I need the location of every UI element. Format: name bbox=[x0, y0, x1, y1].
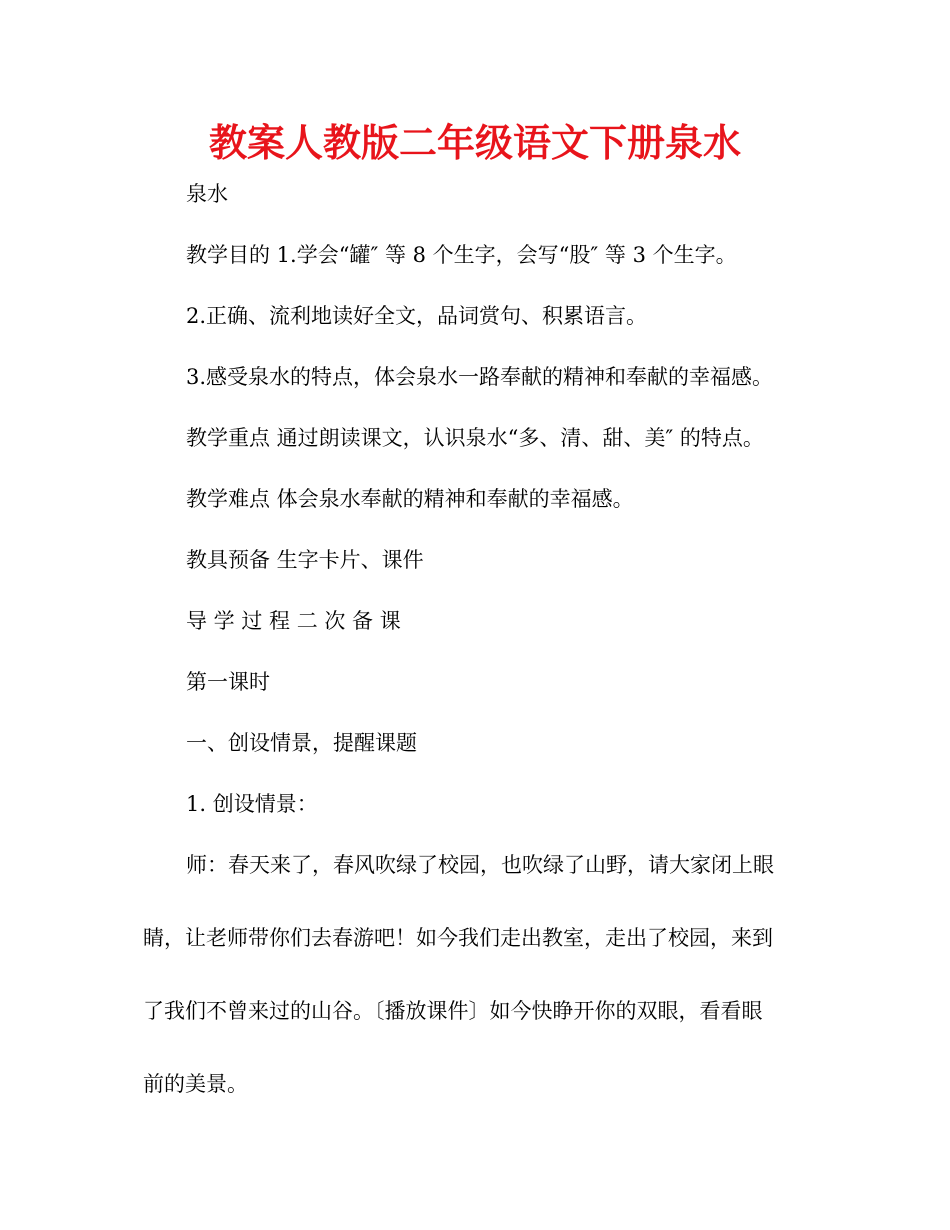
paragraph-line-3: 了我们不曾来过的山谷。〔播放课件〕如今快睁开你的双眼，看看眼 bbox=[143, 999, 763, 1023]
paragraph-line-1: 师：春天来了，春风吹绿了校园，也吹绿了山野，请大家闭上眼 bbox=[186, 853, 774, 877]
text-line-process-header: 导 学 过 程 二 次 备 课 bbox=[186, 609, 401, 633]
text-line-objectives: 教学目的 1.学会“罐″ 等 8 个生字，会写“股″ 等 3 个生字。 bbox=[186, 243, 737, 267]
text-line-objective-3: 3.感受泉水的特点，体会泉水一路奉献的精神和奉献的幸福感。 bbox=[186, 365, 774, 389]
text-line-objective-2: 2.正确、流利地读好全文，品词赏句、积累语言。 bbox=[186, 304, 648, 328]
text-line-step-one: 一、创设情景，提醒课题 bbox=[186, 731, 417, 755]
paragraph-line-2: 睛，让老师带你们去春游吧！如今我们走出教室，走出了校园，来到 bbox=[143, 926, 773, 950]
text-line-section-heading: 泉水 bbox=[186, 182, 228, 206]
document-title: 教案人教版二年级语文下册泉水 bbox=[208, 121, 741, 165]
text-line-difficulties: 教学难点 体会泉水奉献的精神和奉献的幸福感。 bbox=[186, 487, 634, 511]
text-line-teaching-aids: 教具预备 生字卡片、课件 bbox=[186, 548, 424, 572]
text-line-first-lesson: 第一课时 bbox=[186, 670, 270, 694]
paragraph-line-4: 前的美景。 bbox=[143, 1072, 248, 1096]
text-line-key-points: 教学重点 通过朗读课文，认识泉水“多、清、甜、美″ 的特点。 bbox=[186, 426, 764, 450]
text-line-step-one-sub: 1. 创设情景： bbox=[186, 792, 318, 816]
